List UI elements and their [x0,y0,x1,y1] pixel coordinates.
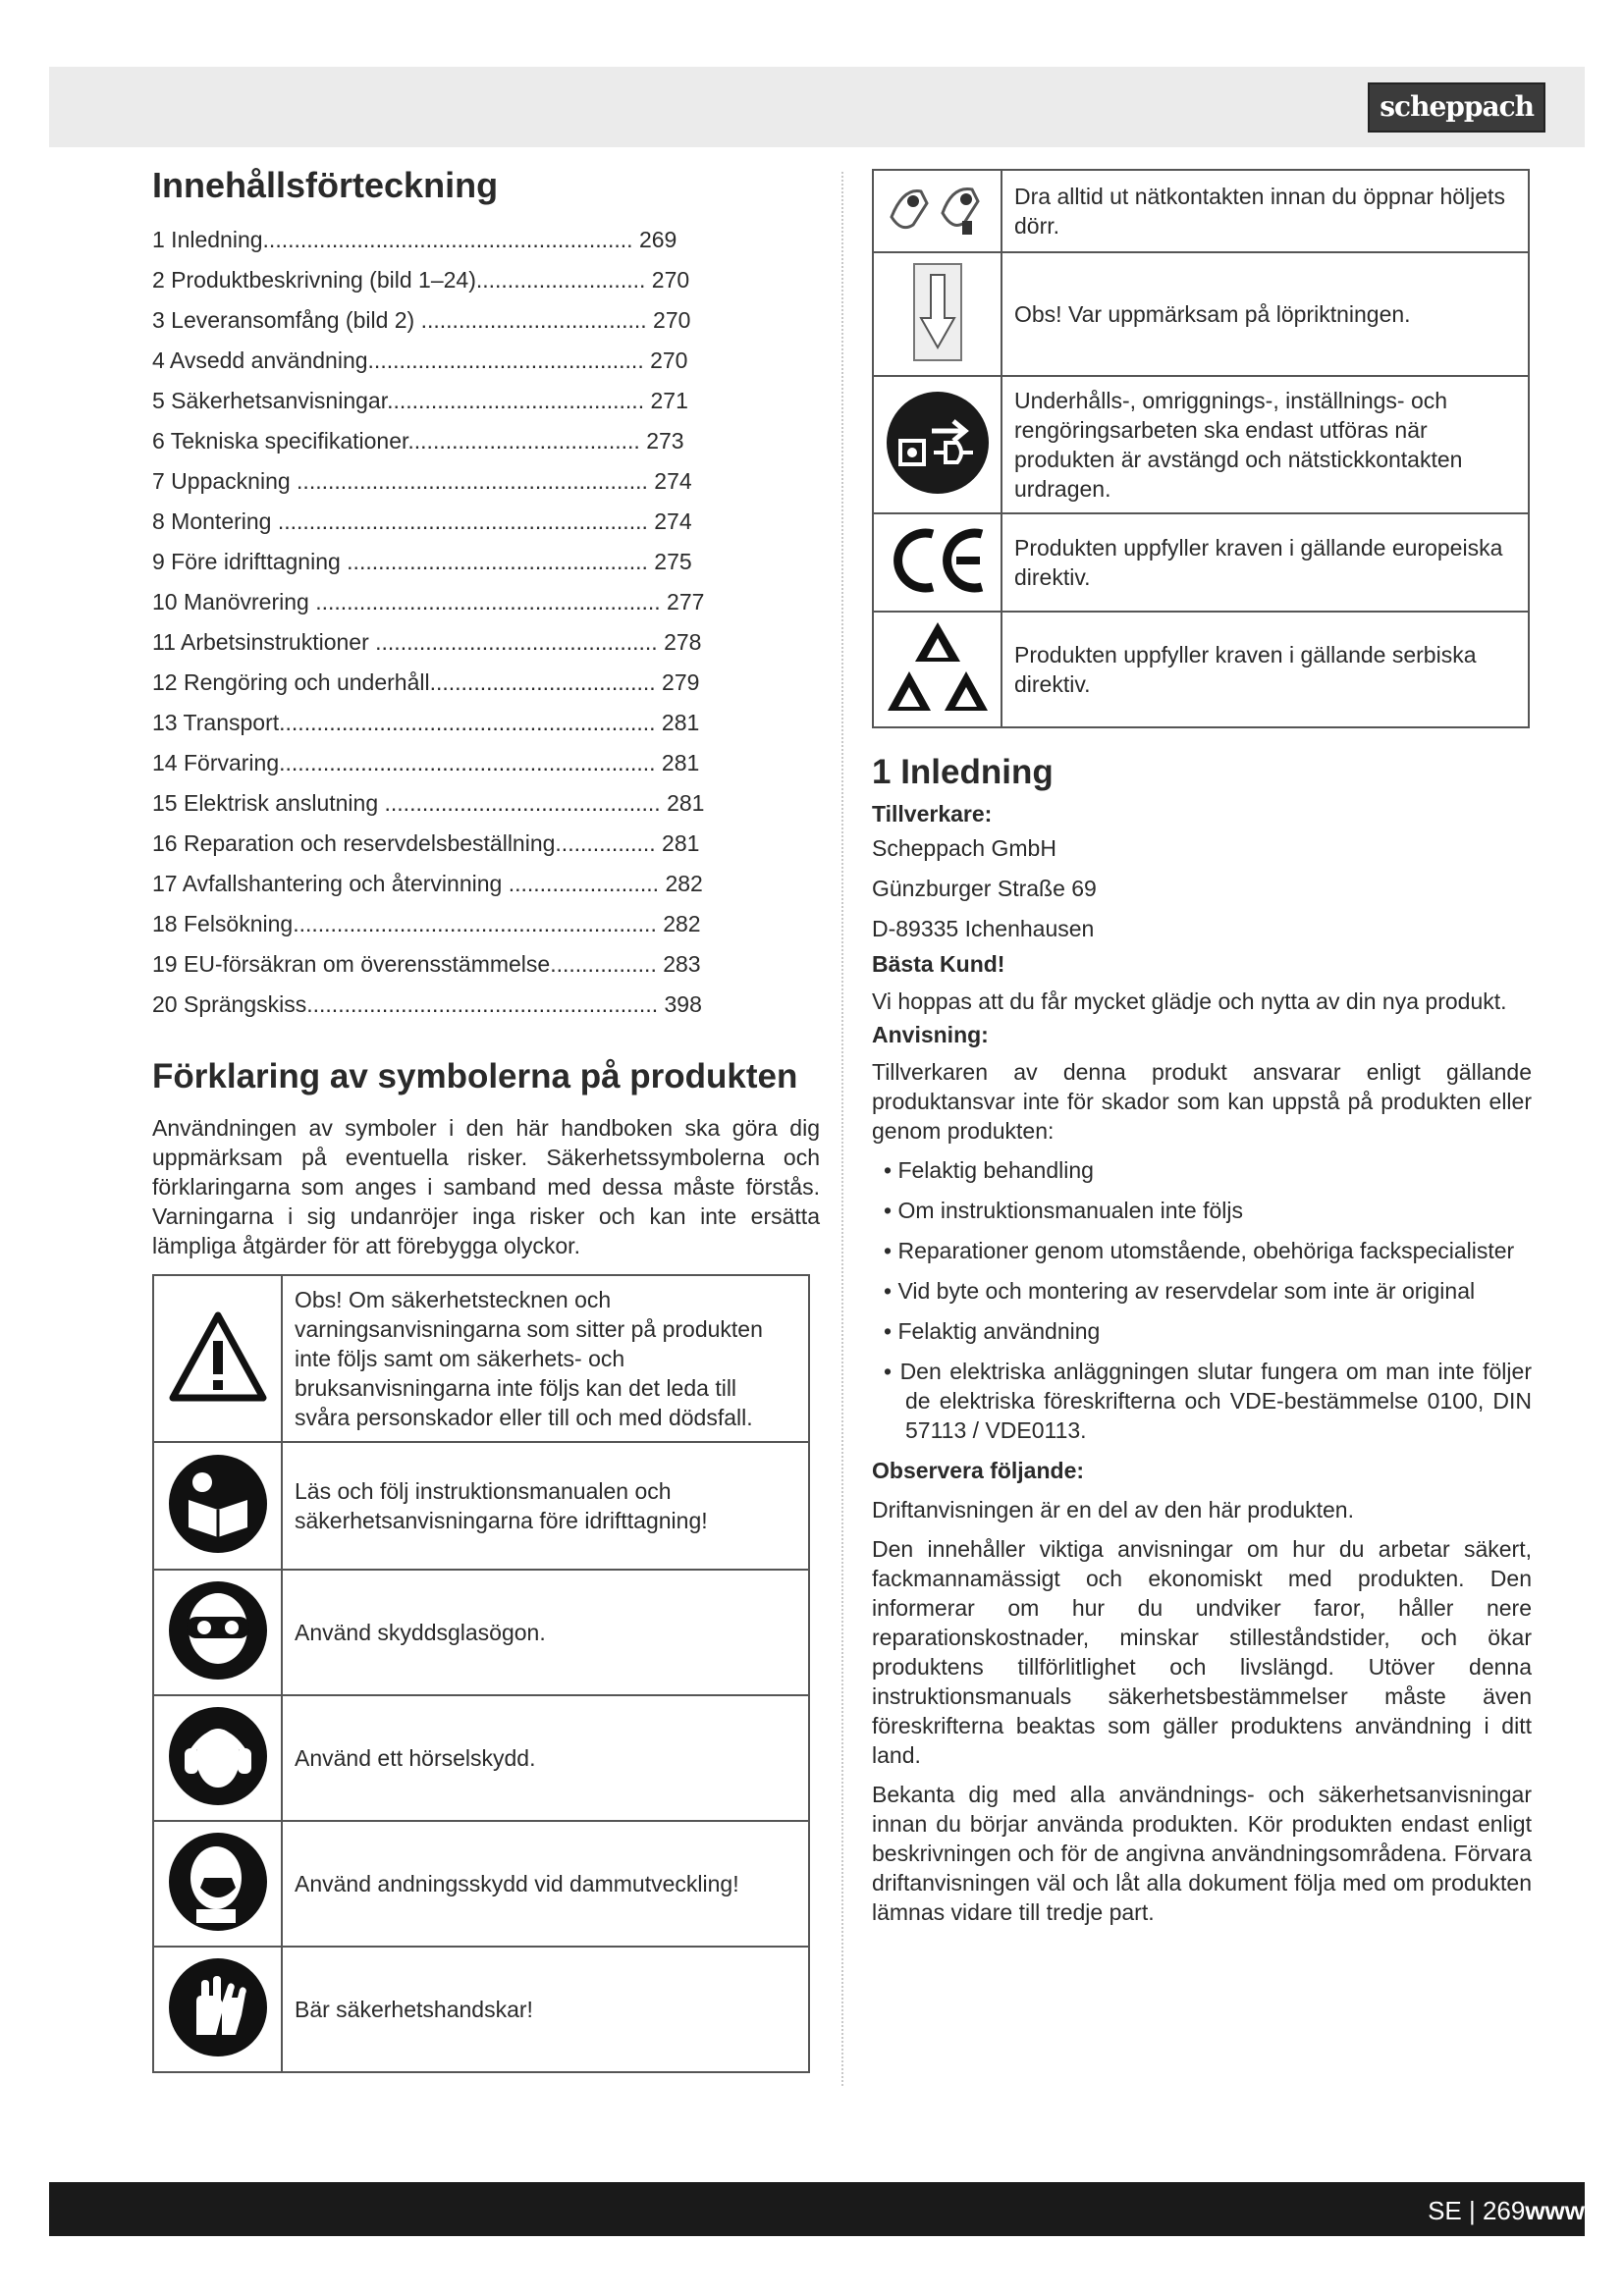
observe-label: Observera följande: [872,1458,1085,1483]
symbol-row [153,1695,809,1821]
right-column [872,169,1532,1927]
address-line: Scheppach GmbH [872,835,1056,861]
footer-bar [49,2182,1585,2236]
list-item: • Reparationer genom utomstående, obehöriga fackspecialister [884,1238,1515,1263]
left-column [152,165,820,2073]
notice-text: Tillverkaren av denna produkt ansvarar enligt gällande produktansvar inte för skador som kan uppstå på produkten eller genom produkten: [872,1059,1532,1144]
toc-item[interactable]: 17 Avfallshantering och återvinning ........................ 282 [152,871,703,896]
respirator-icon [153,1821,282,1947]
list-item: • Vid byte och montering av reservdelar som inte är original [884,1278,1476,1304]
manufacturer-label: Tillverkare: [872,801,993,827]
symbol-description: Underhålls-, omriggnings-, inställnings- och rengöringsarbeten ska endast utföras när produkten är avstängd och nätstickkontakten urdragen. [1001,376,1529,513]
symbol-row [153,1275,809,1442]
ce-mark-icon [873,513,1001,612]
list-item: • Felaktig användning [884,1318,1101,1344]
column-divider [841,172,843,2086]
symbols-intro: Användningen av symboler i den här handboken ska göra dig uppmärksam på eventuella risker. Säkerhetssymbolerna och förklaringarna som anges i samband med dessa måste förstås. Varningarna i sig undanröjer inga risker och kan inte ersätta lämpliga åtgärder för att förebygga olyckor. [152,1115,820,1258]
toc-item[interactable]: 13 Transport............................................................ 281 [152,710,700,735]
ear-protection-icon [153,1695,282,1821]
paragraph: Bekanta dig med alla användnings- och säkerhetsanvisningar innan du börjar använda produkten. Kör produkten endast enligt beskrivningen och för de angivna användningsområdena. Förvara driftanvisningen väl och låt alla dokument följa med om produkten lämnas vidare till tredje part. [872,1782,1532,1925]
symbol-row [873,252,1529,376]
symbol-description: Använd andningsskydd vid dammutveckling! [282,1821,809,1947]
page-number: SE | 269www [1428,2196,1585,2225]
safety-gloves-icon [153,1947,282,2072]
inledning-title: 1 Inledning [872,753,1054,791]
warning-triangle-icon [153,1275,282,1442]
toc-item[interactable]: 15 Elektrisk anslutning ............................................ 281 [152,790,705,816]
symbol-description: Bär säkerhetshandskar! [282,1947,809,2072]
customer-label: Bästa Kund! [872,951,1005,977]
symbol-description: Produkten uppfyller kraven i gällande serbiska direktiv. [1001,612,1529,727]
toc-item[interactable]: 9 Före idrifttagning ................................................ 275 [152,549,692,574]
safety-goggles-icon [153,1570,282,1695]
symbols-table-right [872,169,1530,728]
notice-label: Anvisning: [872,1022,989,1047]
symbol-row [873,513,1529,612]
toc-item[interactable]: 18 Felsökning.......................................................... 282 [152,911,701,936]
symbol-description: Obs! Om säkerhetstecknen och varningsanvisningarna som sitter på produkten inte följs samt om säkerhets- och bruksanvisningarna inte följs kan det leda till svåra personskador eller till och med dödsfall. [282,1275,809,1442]
serbian-conformity-icon [873,612,1001,727]
symbols-table-left [152,1274,810,2073]
symbol-row [153,1442,809,1570]
symbol-row [153,1947,809,2072]
symbol-description: Läs och följ instruktionsmanualen och säkerhetsanvisningarna före idrifttagning! [282,1442,809,1570]
address-line: D-89335 Ichenhausen [872,916,1095,941]
toc-item[interactable]: 12 Rengöring och underhåll.................................... 279 [152,669,700,695]
symbol-row [873,612,1529,727]
list-item: • Den elektriska anläggningen slutar fungera om man inte följer de elektriska föreskrifterna och VDE-bestämmelse 0100, DIN 57113 / VDE0113. [884,1359,1532,1443]
toc-item[interactable]: 19 EU-försäkran om överensstämmelse................. 283 [152,951,701,977]
symbol-row [873,170,1529,252]
toc-item[interactable]: 3 Leveransomfång (bild 2) .................................... 270 [152,307,691,333]
symbol-description: Använd ett hörselskydd. [282,1695,809,1821]
toc-item[interactable]: 4 Avsedd användning............................................ 270 [152,347,688,373]
disconnect-plug-icon [873,376,1001,513]
unplug-icon [873,170,1001,252]
customer-text: Vi hoppas att du får mycket glädje och nytta av din nya produkt. [872,988,1507,1014]
read-manual-icon [153,1442,282,1570]
bullet-list [872,1155,1532,1445]
paragraph: Driftanvisningen är en del av den här produkten. [872,1497,1354,1522]
address-line: Günzburger Straße 69 [872,876,1097,901]
symbol-description: Produkten uppfyller kraven i gällande europeiska direktiv. [1001,513,1529,612]
toc-item[interactable]: 20 Sprängskiss........................................................ 398 [152,991,702,1017]
toc-title: Innehållsförteckning [152,165,499,205]
brand-logo: scheppach [1368,82,1545,133]
symbol-row [153,1570,809,1695]
toc-list [152,220,820,1025]
toc-item[interactable]: 8 Montering ........................................................... 274 [152,508,692,534]
symbols-title: Förklaring av symbolerna på produkten [152,1057,798,1095]
toc-item[interactable]: 2 Produktbeskrivning (bild 1–24)........................... 270 [152,267,690,293]
toc-item[interactable]: 14 Förvaring............................................................ 281 [152,750,700,775]
toc-item[interactable]: 1 Inledning........................................................... 269 [152,227,677,252]
symbol-description: Använd skyddsglasögon. [282,1570,809,1695]
toc-item[interactable]: 11 Arbetsinstruktioner ............................................. 278 [152,629,702,655]
symbol-row [153,1821,809,1947]
header-band [49,67,1585,147]
direction-arrow-icon [873,252,1001,376]
toc-item[interactable]: 10 Manövrering ....................................................... 277 [152,589,705,614]
toc-item[interactable]: 7 Uppackning ........................................................ 274 [152,468,692,494]
paragraph: Den innehåller viktiga anvisningar om hur du arbetar säkert, fackmannamässigt och ekonomiskt med produkten. Den informerar om hur du undviker faror, håller nere reparationskostnader, minskar stilleståndstider, och ökar produktens tillförlitlighet och livslängd. Utöver denna instruktionsmanuals säkerhetsbestämmelser måste även föreskrifterna beaktas som gäller produktens användning i ditt land. [872,1536,1532,1768]
list-item: • Felaktig behandling [884,1157,1094,1183]
toc-item[interactable]: 16 Reparation och reservdelsbeställning................ 281 [152,830,700,856]
symbol-description: Obs! Var uppmärksam på löpriktningen. [1001,252,1529,376]
list-item: • Om instruktionsmanualen inte följs [884,1198,1244,1223]
symbol-row [873,376,1529,513]
toc-item[interactable]: 6 Tekniska specifikationer..................................... 273 [152,428,684,454]
footer-url[interactable]: www [1525,2196,1585,2225]
symbol-description: Dra alltid ut nätkontakten innan du öppnar höljets dörr. [1001,170,1529,252]
toc-item[interactable]: 5 Säkerhetsanvisningar......................................... 271 [152,388,688,413]
